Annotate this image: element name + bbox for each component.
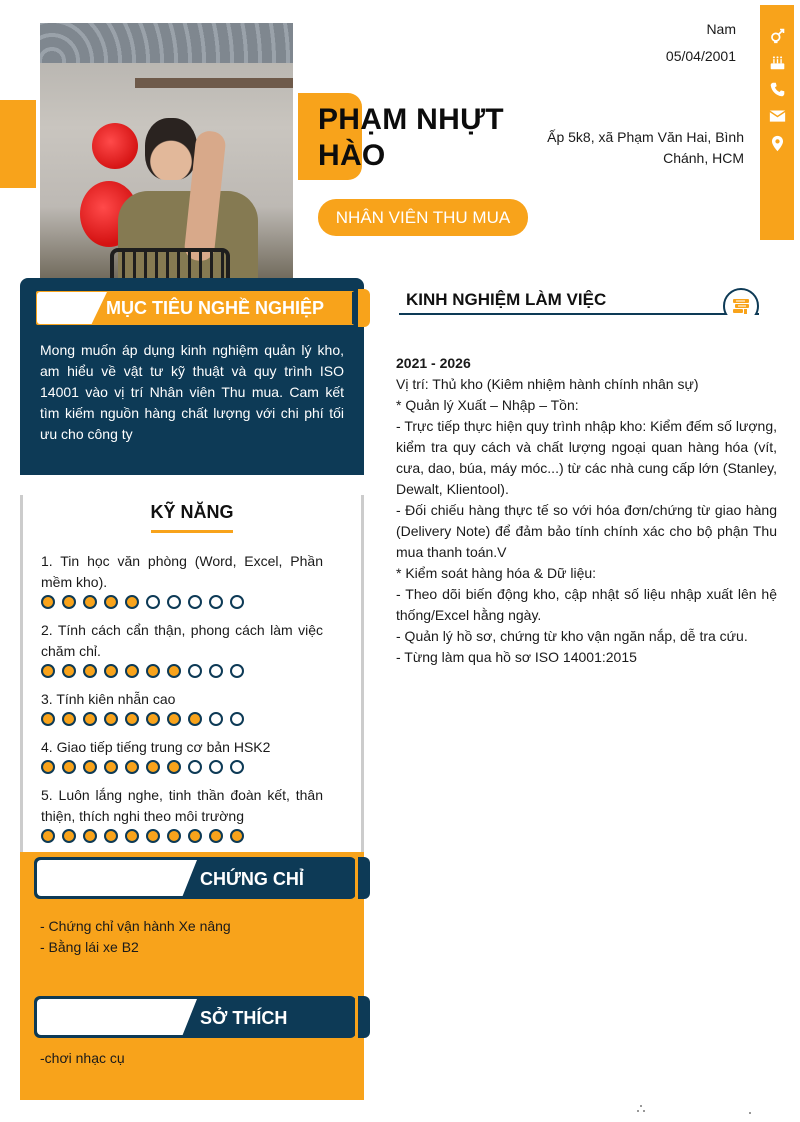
career-goal-header xyxy=(34,289,370,327)
rating-dot-filled xyxy=(104,760,118,774)
header-bar-white-slant xyxy=(37,999,197,1035)
experience-entry xyxy=(396,353,777,668)
rating-dot-filled xyxy=(62,760,76,774)
rating-dot-empty xyxy=(146,595,160,609)
skill-label: 1. Tin học văn phòng (Word, Excel, Phần mềm kho). xyxy=(41,553,323,590)
rating-dot-filled xyxy=(167,712,181,726)
rating-dot-filled xyxy=(104,829,118,843)
rating-dot-filled xyxy=(41,760,55,774)
hobbies-title: SỞ THÍCH xyxy=(200,1008,288,1028)
rating-dot-filled xyxy=(104,664,118,678)
photo-beam-detail xyxy=(135,78,293,88)
skill-label: 2. Tính cách cẩn thận, phong cách làm việc chăm chỉ. xyxy=(41,622,323,659)
rating-dot-empty xyxy=(209,760,223,774)
location-pin-icon xyxy=(760,132,794,154)
decorative-speck xyxy=(637,1110,639,1112)
skill-label: 3. Tính kiên nhẫn cao xyxy=(41,691,176,707)
rating-dot-empty xyxy=(209,664,223,678)
header-bar-tab xyxy=(358,289,370,327)
rating-dot-empty xyxy=(188,664,202,678)
rating-dot-filled xyxy=(104,595,118,609)
decorative-speck xyxy=(643,1110,645,1112)
skill-rating xyxy=(41,829,244,843)
experience-period: 2021 - 2026 xyxy=(396,355,471,371)
experience-line: - Quản lý hồ sơ, chứng từ kho vận ngăn nắp, dễ tra cứu. xyxy=(396,628,748,644)
rating-dot-empty xyxy=(209,712,223,726)
photo-person-head xyxy=(145,118,197,180)
hobby-item: -chơi nhạc cụ xyxy=(40,1050,125,1066)
rating-dot-filled xyxy=(41,829,55,843)
rating-dot-filled xyxy=(188,829,202,843)
address-value: Ấp 5k8, xã Phạm Văn Hai, Bình Chánh, HCM xyxy=(547,129,744,166)
experience-line: - Đối chiếu hàng thực tế so với hóa đơn/chứng từ giao hàng (Delivery Note) để đảm bảo tính chính xác cho bộ phận Thu mua thanh toán.V xyxy=(396,502,777,560)
skill-label: 5. Luôn lắng nghe, tinh thần đoàn kết, thân thiện, thích nghi theo môi trường xyxy=(41,787,323,824)
rating-dot-empty xyxy=(230,712,244,726)
rating-dot-filled xyxy=(209,829,223,843)
certificate-item: - Bằng lái xe B2 xyxy=(40,939,139,955)
skill-rating xyxy=(41,664,244,678)
experience-line: Vị trí: Thủ kho (Kiêm nhiệm hành chính nhân sự) xyxy=(396,376,699,392)
header-bar-tab xyxy=(358,996,370,1038)
rating-dot-filled xyxy=(83,829,97,843)
decorative-speck xyxy=(749,1112,751,1114)
rating-dot-empty xyxy=(209,595,223,609)
job-title-badge: NHÂN VIÊN THU MUA xyxy=(318,199,528,236)
header-bar-divider xyxy=(355,860,357,896)
header-bar-divider xyxy=(352,292,355,324)
birthday-cake-icon xyxy=(760,51,794,73)
briefcase-icon xyxy=(723,288,759,324)
skill-rating xyxy=(41,595,244,609)
rating-dot-filled xyxy=(41,664,55,678)
rating-dot-filled xyxy=(41,595,55,609)
career-goal-title: MỤC TIÊU NGHỀ NGHIỆP xyxy=(106,298,325,318)
photo-roof-detail xyxy=(40,23,293,63)
rating-dot-filled xyxy=(41,712,55,726)
hobbies-header xyxy=(34,996,370,1038)
rating-dot-empty xyxy=(230,595,244,609)
career-goal-text: Mong muốn áp dụng kinh nghiệm quản lý kho, am hiểu về vật tư kỹ thuật và quy trình ISO 14001 vào vị trí Nhân viên Thu mua. Cam kết tìm kiếm nguồn hàng chất lượng với chi phí tối ưu cho công ty xyxy=(40,342,344,442)
rating-dot-filled xyxy=(146,829,160,843)
rating-dot-filled xyxy=(230,829,244,843)
rating-dot-filled xyxy=(104,712,118,726)
rating-dot-filled xyxy=(167,664,181,678)
header-bar-tab xyxy=(358,857,370,899)
skills-title-underline xyxy=(151,530,233,533)
experience-line: - Theo dõi biến động kho, cập nhật số liệu nhập xuất lên hệ thống/Excel hằng ngày. xyxy=(396,586,777,623)
certificates-title: CHỨNG CHỈ xyxy=(200,869,304,889)
rating-dot-filled xyxy=(62,829,76,843)
experience-line: * Quản lý Xuất – Nhập – Tồn: xyxy=(396,397,579,413)
certificates-header xyxy=(34,857,370,899)
experience-title-underline xyxy=(399,313,759,315)
skill-label: 4. Giao tiếp tiếng trung cơ bản HSK2 xyxy=(41,739,271,755)
phone-icon xyxy=(760,78,794,100)
photo-lantern xyxy=(92,123,138,169)
rating-dot-filled xyxy=(125,712,139,726)
rating-dot-filled xyxy=(83,595,97,609)
rating-dot-filled xyxy=(83,760,97,774)
skill-rating xyxy=(41,712,244,726)
dob-value: 05/04/2001 xyxy=(665,48,736,64)
rating-dot-filled xyxy=(188,712,202,726)
rating-dot-filled xyxy=(125,829,139,843)
rating-dot-filled xyxy=(62,664,76,678)
rating-dot-filled xyxy=(125,595,139,609)
certificate-item: - Chứng chỉ vận hành Xe nâng xyxy=(40,918,231,934)
profile-photo xyxy=(40,23,293,285)
rating-dot-filled xyxy=(125,664,139,678)
experience-title: KINH NGHIỆM LÀM VIỆC xyxy=(406,290,607,309)
gender-icon xyxy=(760,24,794,46)
skill-rating xyxy=(41,760,244,774)
header-bar-divider xyxy=(355,999,357,1035)
header-bar-white-slant xyxy=(37,860,197,896)
rating-dot-empty xyxy=(230,664,244,678)
rating-dot-filled xyxy=(83,712,97,726)
skills-title: KỸ NĂNG xyxy=(150,502,234,522)
mail-icon xyxy=(760,105,794,127)
rating-dot-filled xyxy=(83,664,97,678)
rating-dot-empty xyxy=(167,595,181,609)
rating-dot-filled xyxy=(146,664,160,678)
rating-dot-filled xyxy=(146,760,160,774)
rating-dot-filled xyxy=(146,712,160,726)
contact-icon-bar xyxy=(760,5,794,240)
experience-line: - Từng làm qua hồ sơ ISO 14001:2015 xyxy=(396,649,637,665)
gender-value: Nam xyxy=(706,21,736,37)
rating-dot-filled xyxy=(167,760,181,774)
rating-dot-empty xyxy=(188,595,202,609)
rating-dot-empty xyxy=(230,760,244,774)
experience-line: - Trực tiếp thực hiện quy trình nhập kho: Kiểm đếm số lượng, kiểm tra quy cách và chất lượng ngoại quan hàng hóa (vít, cưa, dao, búa, máy móc...) từ các nhà cung cấp lớn (Stanley, Dewalt, Klientool). xyxy=(396,418,777,497)
candidate-name: PHẠM NHỰT HÀO xyxy=(318,103,504,172)
decorative-speck xyxy=(640,1105,642,1107)
left-accent-block xyxy=(0,100,36,188)
rating-dot-filled xyxy=(167,829,181,843)
rating-dot-filled xyxy=(62,595,76,609)
rating-dot-filled xyxy=(62,712,76,726)
rating-dot-empty xyxy=(188,760,202,774)
experience-line: * Kiểm soát hàng hóa & Dữ liệu: xyxy=(396,565,597,581)
rating-dot-filled xyxy=(125,760,139,774)
